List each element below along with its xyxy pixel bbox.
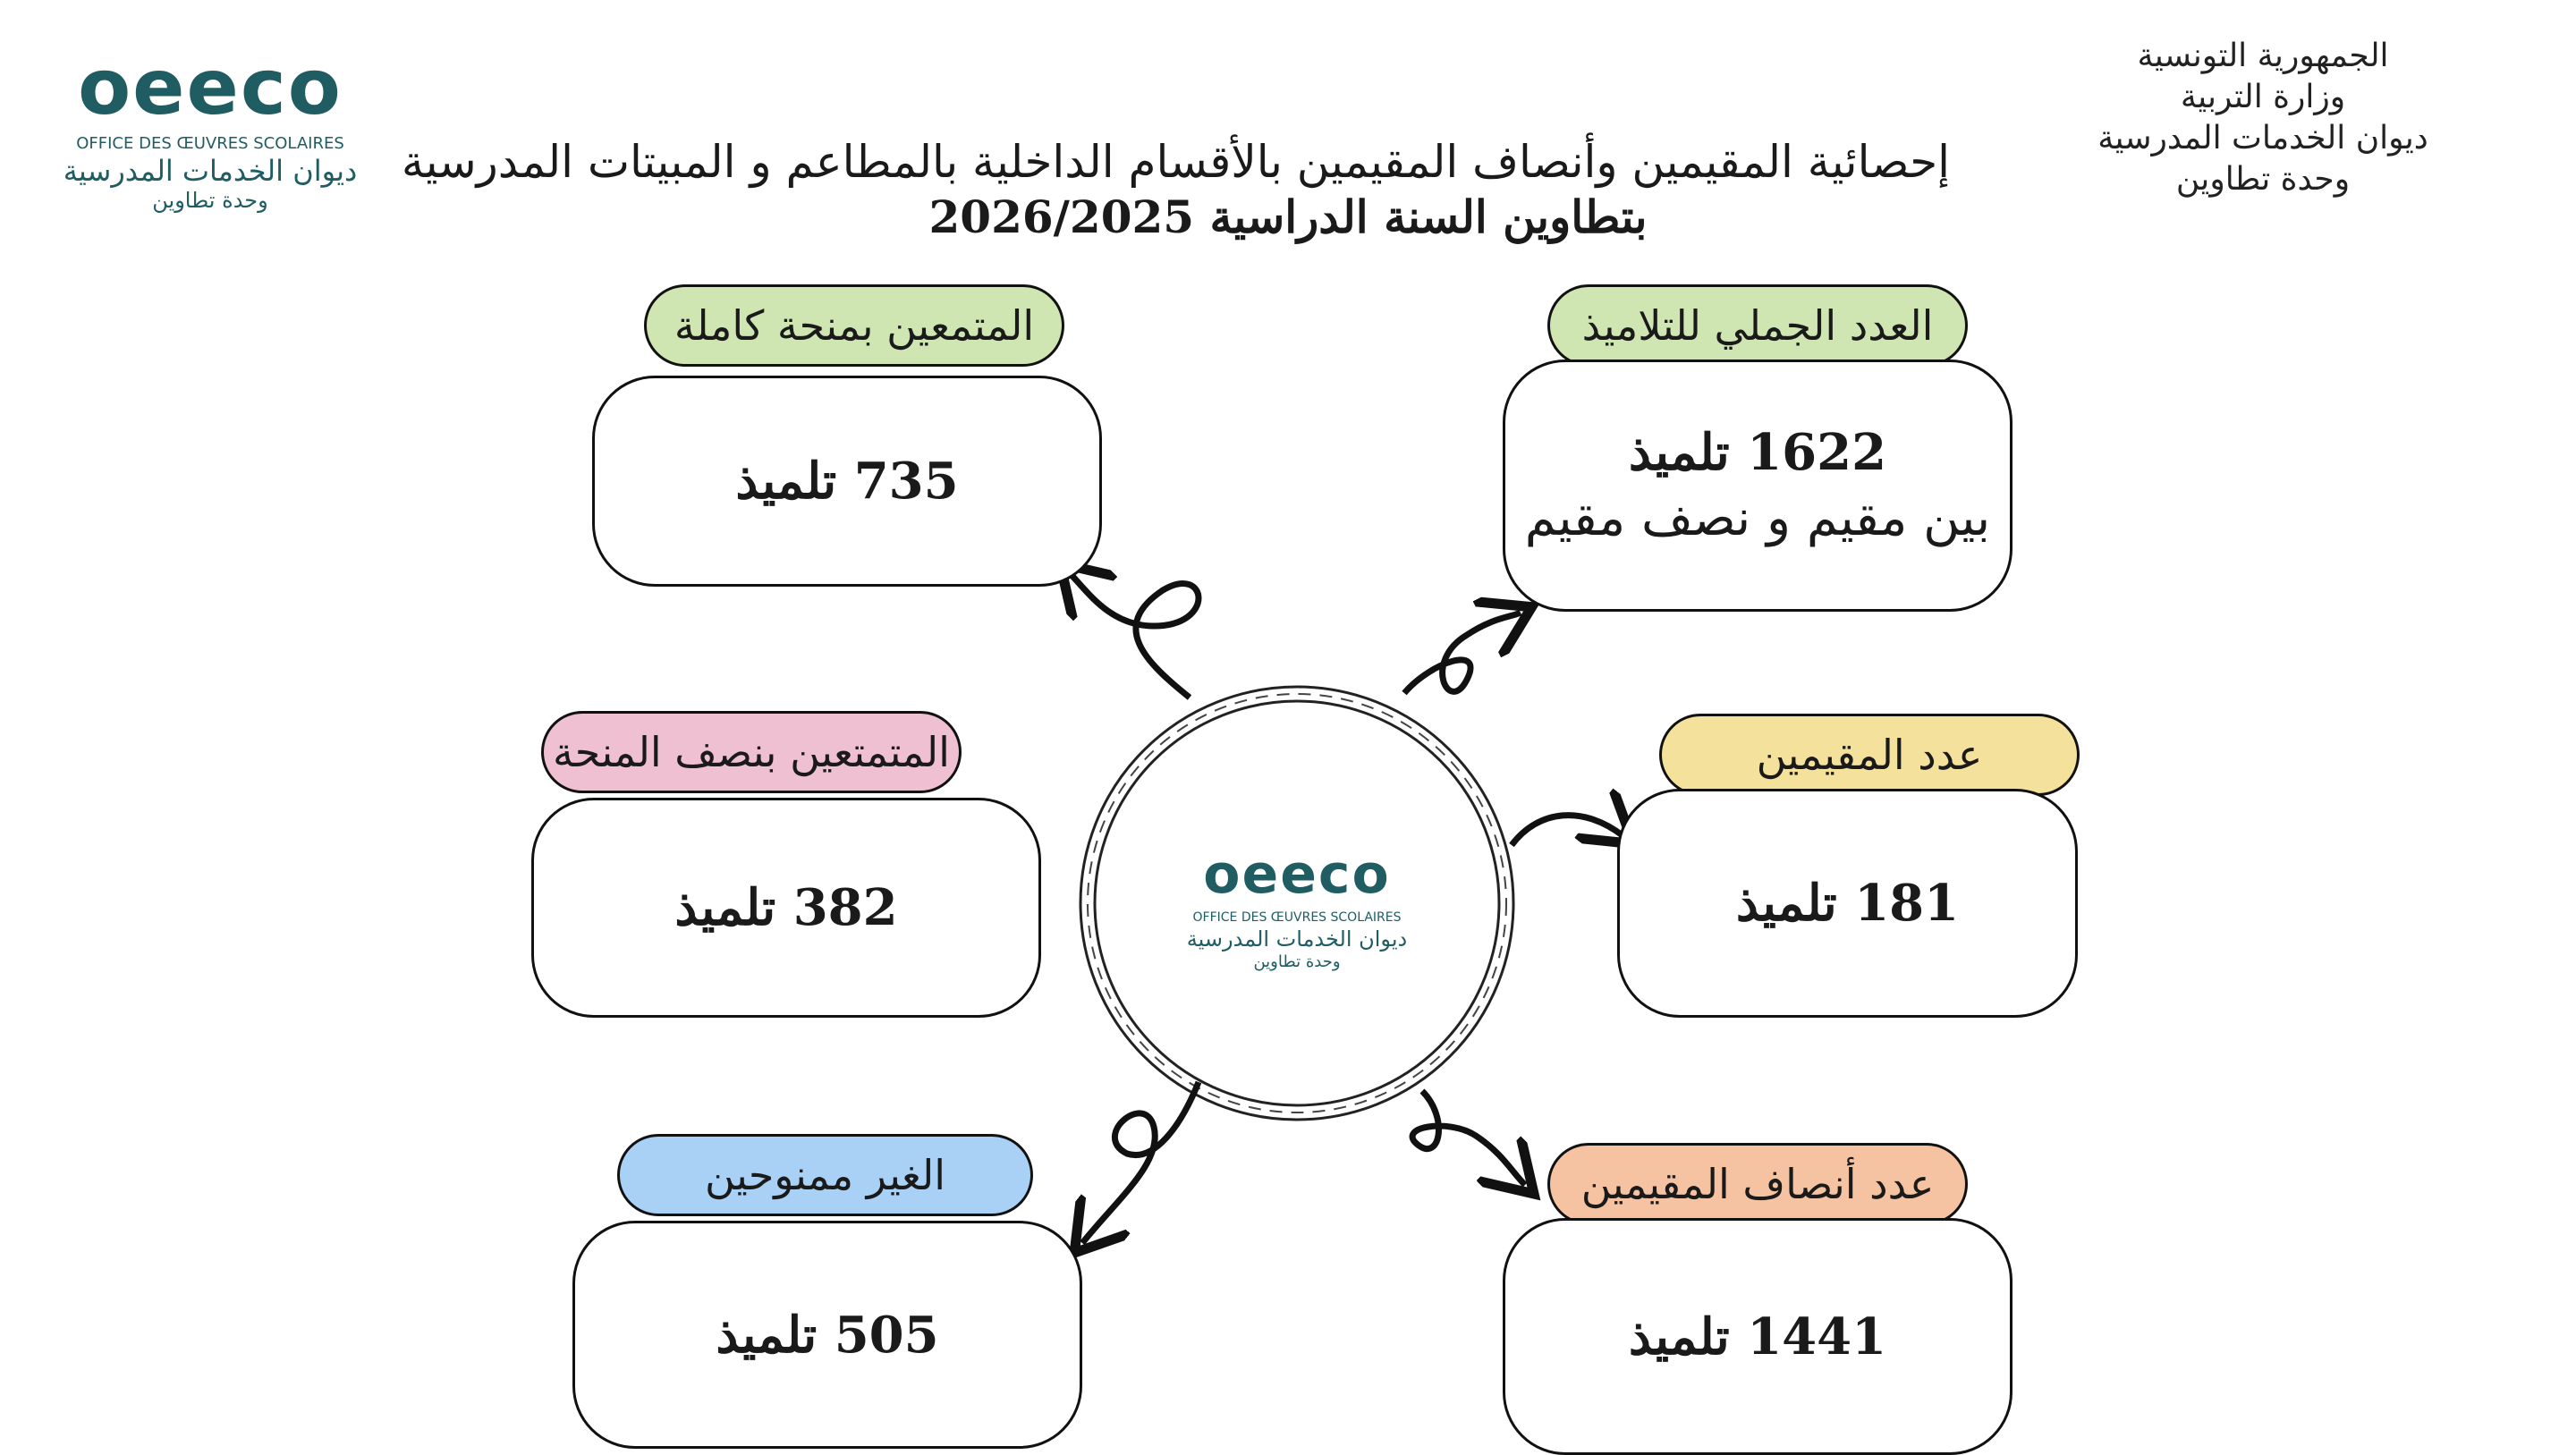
center-logo	[1140, 845, 1453, 972]
half-residents-value: 1441 تلميذ	[1628, 1307, 1887, 1366]
half-residents-label: عدد أنصاف المقيمين	[1547, 1143, 1968, 1225]
total-label: العدد الجملي للتلاميذ	[1547, 284, 1968, 367]
half-residents-box	[1503, 1218, 2012, 1455]
arrow-to-full-grant	[1069, 572, 1199, 698]
full-grant-box	[592, 376, 1102, 587]
residents-value: 181 تلميذ	[1735, 874, 1960, 933]
arrow-to-total	[1404, 613, 1521, 693]
center-logo-arabic-text: ديوان الخدمات المدرسية	[1186, 926, 1408, 952]
total-value: 1622 تلميذ	[1628, 423, 1887, 482]
header-line-republic: الجمهورية التونسية	[2137, 38, 2389, 74]
title-line-1: إحصائية المقيمين وأنصاف المقيمين بالأقسام الداخلية بالمطاعم و المبيتات المدرسية	[401, 136, 1950, 188]
center-logo-french-text: OFFICE DES ŒUVRES SCOLAIRES	[1192, 910, 1402, 925]
logo-french-text: OFFICE DES ŒUVRES SCOLAIRES	[76, 134, 344, 153]
page-title	[401, 134, 1950, 245]
no-grant-value: 505 تلميذ	[716, 1305, 939, 1365]
center-logo-wordmark: oeeco	[1203, 843, 1391, 906]
full-grant-value: 735 تلميذ	[735, 452, 959, 511]
full-grant-label: المتمعين بمنحة كاملة	[644, 284, 1064, 367]
header-line-unit: وحدة تطاوين	[2175, 161, 2351, 198]
title-line-2: بتطاوين السنة الدراسية 2026/2025	[928, 190, 1648, 243]
half-grant-value: 382 تلميذ	[674, 878, 898, 937]
header-line-ministry: وزارة التربية	[2180, 79, 2346, 115]
header-line-office: ديوان الخدمات المدرسية	[2097, 120, 2428, 156]
arrow-to-no-grant	[1082, 1082, 1199, 1243]
logo-wordmark: oeeco	[78, 43, 343, 132]
no-grant-label: الغير ممنوحين	[617, 1134, 1033, 1216]
oeeco-logo	[27, 45, 394, 213]
arrow-to-residents	[1512, 816, 1623, 845]
logo-arabic-text: ديوان الخدمات المدرسية	[63, 154, 358, 188]
half-grant-box	[531, 798, 1041, 1018]
no-grant-box	[572, 1221, 1082, 1449]
residents-box	[1617, 789, 2078, 1018]
ministry-header	[2030, 36, 2496, 200]
residents-label: عدد المقيمين	[1659, 714, 2080, 796]
total-box	[1503, 360, 2012, 612]
arrow-to-half-residents	[1412, 1091, 1525, 1185]
logo-unit-text: وحدة تطاوين	[152, 188, 268, 213]
half-grant-label: المتمتعين بنصف المنحة	[541, 711, 962, 793]
total-note: بين مقيم و نصف مقيم	[1524, 489, 1991, 547]
center-logo-unit-text: وحدة تطاوين	[1253, 952, 1341, 971]
